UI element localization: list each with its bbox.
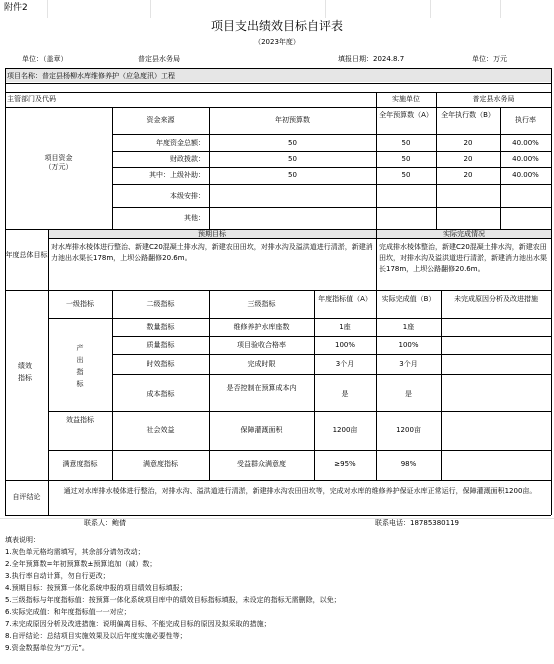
table-line bbox=[376, 290, 377, 480]
fund-row-budget: 50 bbox=[288, 171, 297, 179]
indicator-l3: 保障灌溉面积 bbox=[240, 426, 283, 434]
indicator-a: 是 bbox=[341, 390, 349, 398]
indicator-l2: 数量指标 bbox=[146, 323, 175, 331]
actual-goal-text: 完成排水棱体整治，新建C20混凝土排水沟，新建农田田坎，对排水沟及溢洪道进行清淤，新建消力池出水渠长178m，上坝公路翻修20.6m。 bbox=[379, 243, 547, 273]
indicator-b: 是 bbox=[405, 390, 412, 398]
notes-line: 7.未完成原因分析及改进措施：说明偏离目标、不能完成目标的原因及拟采取的措施； bbox=[5, 620, 271, 628]
impl-unit-label: 实施单位 bbox=[392, 95, 420, 103]
notes-line: 2.全年预算数=年初预算数±预算追加（减）数； bbox=[5, 560, 157, 568]
attachment-label: 附件2 bbox=[4, 3, 28, 13]
fund-row-b: 20 bbox=[463, 139, 473, 147]
indicator-header-l3: 三级指标 bbox=[247, 300, 276, 308]
indicator-b: 1座 bbox=[402, 323, 415, 331]
indicator-a: ≥95% bbox=[334, 460, 356, 468]
notes-line: 3.执行率自动计算，勿自行更改； bbox=[5, 572, 110, 580]
funds-label: 项目资金 （万元） bbox=[44, 154, 73, 171]
fund-row-a: 50 bbox=[401, 171, 411, 179]
table-line bbox=[5, 515, 551, 516]
indicator-header-b: 实际完成值（B） bbox=[381, 295, 436, 303]
indicator-a: 100% bbox=[334, 341, 355, 349]
indicator-l3: 是否控制在预算成本内 bbox=[226, 384, 297, 392]
satisfaction-indicator-label: 满意度指标 bbox=[62, 460, 98, 468]
table-line bbox=[112, 167, 551, 168]
table-line bbox=[441, 290, 442, 480]
gridline bbox=[325, 0, 326, 18]
table-line bbox=[551, 68, 552, 515]
fund-row-name: 本级安排： bbox=[170, 192, 205, 200]
output-indicator-label: 产出指标 bbox=[76, 344, 84, 388]
table-line bbox=[48, 318, 551, 319]
actual-goal-header: 实际完成情况 bbox=[443, 230, 485, 238]
indicator-a: 3个月 bbox=[335, 360, 355, 368]
notes-line: 填表说明： bbox=[5, 536, 40, 544]
dept-label: 主管部门及代码 bbox=[7, 95, 56, 103]
indicator-l3: 完成时限 bbox=[247, 360, 276, 368]
fund-row-a: 50 bbox=[401, 139, 411, 147]
notes-line: 1.灰色单元格均需填写，其余部分请勿改动； bbox=[5, 548, 145, 556]
indicator-b: 98% bbox=[400, 460, 417, 468]
col-source: 资金来源 bbox=[146, 116, 175, 124]
indicator-header-l2: 二级指标 bbox=[146, 300, 175, 308]
notes-line: 8.自评结论：总结项目实施效果及以后年度实施必要性等； bbox=[5, 632, 187, 640]
indicator-l2: 满意度指标 bbox=[143, 460, 178, 468]
fund-row-budget: 50 bbox=[288, 155, 297, 163]
table-line bbox=[500, 107, 501, 229]
indicator-b: 3个月 bbox=[399, 360, 418, 368]
fund-row-name: 财政拨款： bbox=[170, 155, 205, 163]
table-line bbox=[5, 68, 6, 515]
indicator-l3: 维修养护水库座数 bbox=[233, 323, 290, 331]
fill-date: 填报日期：2024.8.7 bbox=[338, 55, 405, 63]
fund-row-rate: 40.00% bbox=[512, 139, 539, 147]
table-line bbox=[48, 229, 49, 515]
table-line bbox=[112, 151, 551, 152]
col-full-b: 全年执行数（B） bbox=[441, 111, 495, 119]
table-line bbox=[5, 92, 551, 93]
project-name: 项目名称：普定县杨柳水库维修养护（应急度汛）工程 bbox=[7, 72, 175, 80]
benefit-indicator-label: 效益指标 bbox=[66, 416, 94, 424]
gridline bbox=[47, 0, 48, 18]
indicator-l3: 受益群众满意度 bbox=[237, 460, 286, 468]
col-full-a: 全年预算数（A） bbox=[379, 111, 433, 119]
table-line bbox=[112, 336, 551, 337]
indicator-b: 1200亩 bbox=[396, 426, 421, 434]
table-line bbox=[209, 290, 210, 480]
fund-row-name: 其他： bbox=[184, 214, 205, 222]
conclusion-label: 自评结论 bbox=[12, 493, 41, 501]
impl-unit-value: 普定县水务局 bbox=[472, 95, 515, 103]
gridline bbox=[500, 0, 501, 18]
indicator-l2: 时效指标 bbox=[146, 360, 175, 368]
gridline bbox=[150, 0, 151, 18]
indicators-side-label: 绩效指标 bbox=[18, 362, 32, 382]
col-budget: 年初预算数 bbox=[275, 116, 310, 124]
notes-line: 6.实际完成值：和年度指标值一一对应； bbox=[5, 608, 131, 616]
fund-row-b: 20 bbox=[463, 171, 473, 179]
gridline bbox=[430, 0, 431, 18]
table-line bbox=[112, 207, 551, 208]
fund-row-a: 50 bbox=[401, 155, 411, 163]
indicator-l2: 成本指标 bbox=[146, 390, 175, 398]
table-line bbox=[112, 354, 551, 355]
col-rate: 执行率 bbox=[515, 116, 536, 124]
fund-row-name: 年度资金总额： bbox=[156, 139, 205, 147]
table-line bbox=[112, 290, 113, 480]
conclusion-text: 通过对水库排水棱体进行整治，对排水沟、溢洪道进行清淤，新建排水沟农田田坎等，完成对水库的维修养护保证水库正常运行，保障灌溉面积1200亩。 bbox=[63, 487, 537, 495]
indicator-l2: 质量指标 bbox=[146, 341, 175, 349]
indicator-l2: 社会效益 bbox=[146, 426, 175, 434]
table-line bbox=[314, 290, 315, 480]
unit-value: 普定县水务局 bbox=[138, 55, 180, 63]
contact-phone: 联系电话：18785380119 bbox=[375, 519, 459, 527]
table-line bbox=[112, 134, 551, 135]
unit-label: 单位：（盖章） bbox=[22, 55, 68, 63]
table-line bbox=[209, 107, 210, 229]
indicator-header-l1: 一级指标 bbox=[66, 300, 94, 308]
contact-person: 联系人：鲍倩 bbox=[84, 519, 126, 527]
indicator-header-reason: 未完成原因分析及改进措施 bbox=[454, 295, 538, 303]
table-line bbox=[5, 107, 551, 108]
table-line bbox=[112, 374, 551, 375]
page-title: 项目支出绩效目标自评表 bbox=[210, 19, 343, 33]
fund-row-rate: 40.00% bbox=[512, 155, 539, 163]
indicator-a: 1座 bbox=[339, 323, 351, 331]
table-line bbox=[112, 184, 551, 185]
table-line bbox=[48, 411, 551, 412]
table-line bbox=[5, 480, 551, 481]
notes-line: 4.预期目标：按预算一体化系统申报的项目绩效目标填报； bbox=[5, 584, 187, 592]
indicator-b: 100% bbox=[398, 341, 419, 349]
table-line bbox=[48, 450, 551, 451]
indicator-header-a: 年度指标值（A） bbox=[318, 295, 372, 303]
table-line bbox=[5, 290, 551, 291]
table-line bbox=[112, 107, 113, 229]
year-label: （2023年度） bbox=[254, 38, 300, 46]
notes-line: 5.三级指标与年度指标值：按预算一体化系统项目库中的绩效目标指标填报，未设定的指标无需删除，以免； bbox=[5, 596, 341, 604]
goals-label: 年度总体目标 bbox=[5, 251, 48, 259]
planned-goal-text: 对水库排水棱体进行整治、新建C20混凝土排水沟，新建农田田坎，对排水沟及溢洪道进行清淤，新建消力池出水渠长178m，上坝公路翻修20.6m。 bbox=[51, 243, 373, 262]
indicator-a: 1200亩 bbox=[332, 426, 358, 434]
notes-line: 9.资金数据单位为“万元”。 bbox=[5, 644, 89, 652]
fund-row-rate: 40.00% bbox=[512, 171, 539, 179]
fund-row-budget: 50 bbox=[288, 139, 297, 147]
money-unit: 单位：万元 bbox=[472, 55, 507, 63]
table-line bbox=[5, 68, 551, 69]
fund-row-name: 其中：上级补助： bbox=[149, 171, 205, 179]
table-line bbox=[5, 83, 551, 84]
indicator-l3: 项目验收合格率 bbox=[237, 341, 286, 349]
fund-row-b: 20 bbox=[463, 155, 473, 163]
planned-goal-header: 预期目标 bbox=[198, 230, 226, 238]
